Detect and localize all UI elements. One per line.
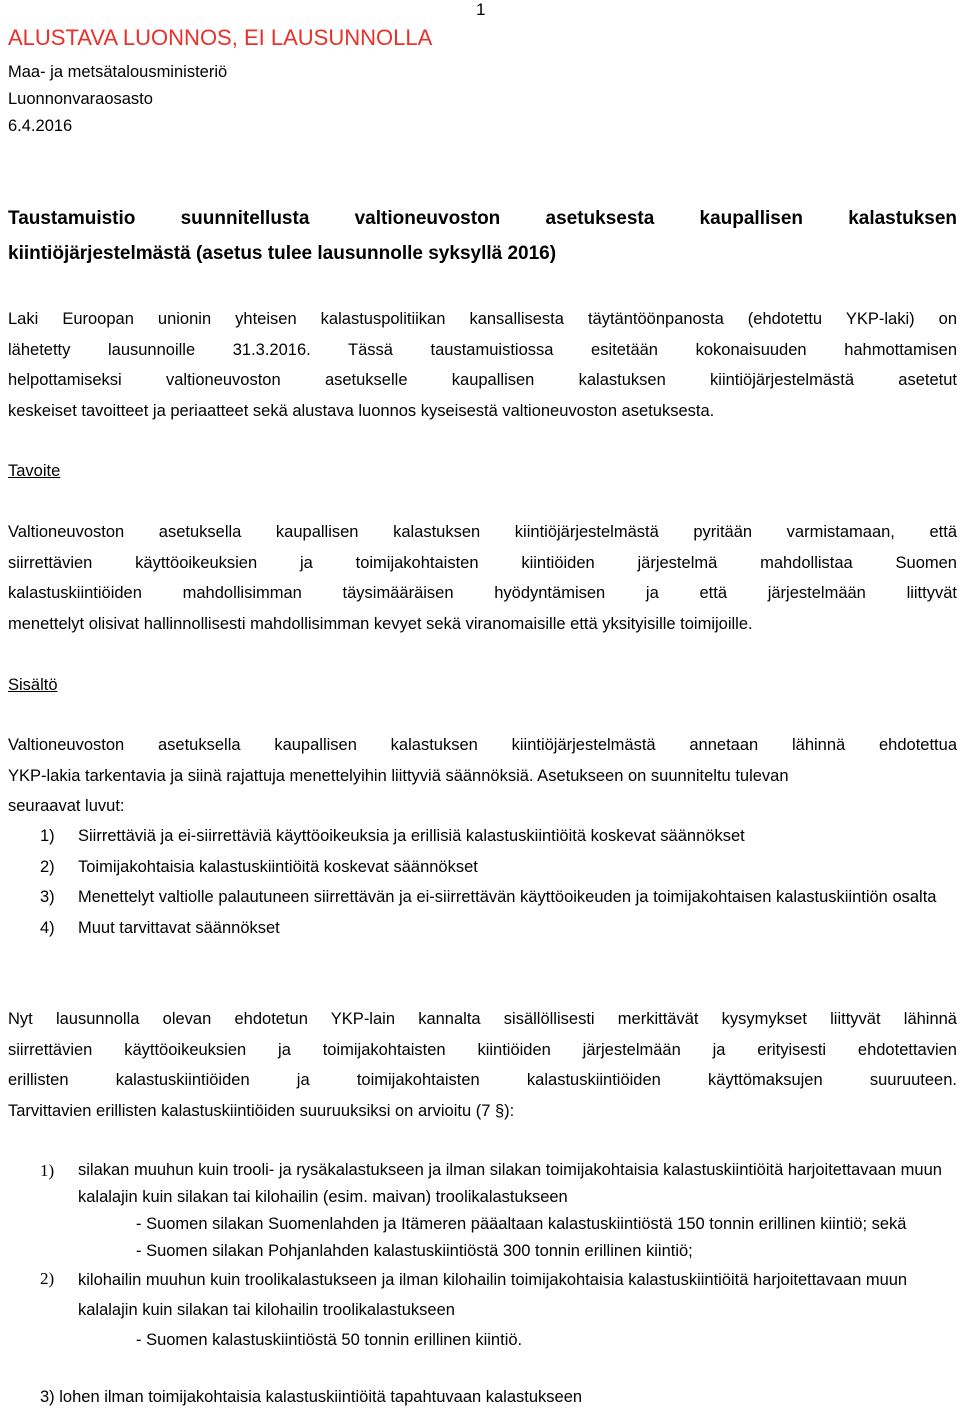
page-number: 1 bbox=[476, 0, 486, 19]
paragraph-line: helpottamiseksi valtioneuvoston asetukselle kaupallisen kalastuksen kiintiöjärjestelmästä asetetut bbox=[8, 371, 957, 389]
list-item-text: kilohailin muuhun kuin troolikalastukseen ja ilman kilohailin toimijakohtaisia kalastuskiintiöitä harjoitettavaan muun kalalajin kuin silakan tai kilohailin troolikalastukseen bbox=[78, 1271, 908, 1319]
paragraph-line: lähetetty lausunnoille 31.3.2016. Tässä taustamuistiossa esitetään kokonaisuuden hahmottamisen bbox=[8, 340, 957, 359]
section-heading-tavoite: Tavoite bbox=[8, 462, 61, 480]
list-item bbox=[40, 1157, 955, 1265]
tavoite-paragraph bbox=[8, 517, 957, 639]
title-line: Taustamuistio suunnitellusta valtioneuvoston asetuksesta kaupallisen kalastuksen bbox=[8, 208, 957, 229]
list-item bbox=[40, 882, 940, 913]
list-number: 3) bbox=[40, 888, 55, 906]
paragraph-line: kalastuskiintiöiden mahdollisimman täysimääräisen hyödyntämisen ja että järjestelmään liittyvät bbox=[8, 584, 957, 602]
sub-list bbox=[78, 1211, 955, 1265]
ministry-name: Maa- ja metsätalousministeriö bbox=[8, 63, 228, 81]
sub-list-item: - Suomen silakan Suomenlahden ja Itämeren pääaltaan kalastuskiintiöstä 150 tonnin erillinen kiintiö; sekä bbox=[136, 1215, 907, 1233]
section-heading-sisalto: Sisältö bbox=[8, 676, 58, 694]
list-number: 1) bbox=[40, 1161, 55, 1180]
department-name: Luonnonvaraosasto bbox=[8, 90, 153, 108]
list-item: 3) lohen ilman toimijakohtaisia kalastuskiintiöitä tapahtuvaan kalastukseen bbox=[40, 1388, 583, 1406]
sub-list-item: - Suomen silakan Pohjanlahden kalastuskiintiöstä 300 tonnin erillinen kiintiö; bbox=[136, 1242, 693, 1260]
list-item bbox=[40, 1265, 955, 1354]
list-item-text: Siirrettäviä ja ei-siirrettäviä käyttöoikeuksia ja erillisiä kalastuskiintiöitä koskevat säännökset bbox=[78, 827, 745, 845]
paragraph-line: Valtioneuvoston asetuksella kaupallisen kalastuksen kiintiöjärjestelmästä annetaan lähinnä ehdotettua bbox=[8, 736, 957, 754]
list-item-text: silakan muuhun kuin trooli- ja rysäkalastukseen ja ilman silakan toimijakohtaisia kalastuskiintiöitä harjoitettavaan muun kalalajin kuin silakan tai kilohailin (esim. maivan) troolikalastukseen bbox=[78, 1161, 942, 1206]
paragraph-line: siirrettävien käyttöoikeuksien ja toimijakohtaisten kiintiöiden järjestelmään ja erityisesti ehdotettavien bbox=[8, 1040, 957, 1059]
list-item-text: Toimijakohtaisia kalastuskiintiöitä koskevat säännökset bbox=[78, 857, 478, 876]
list-item bbox=[40, 852, 940, 883]
paragraph-line: YKP-lakia tarkentavia ja siinä rajattuja menettelyihin liittyviä säännöksiä. Asetukseen on suunniteltu tulevan bbox=[8, 766, 789, 785]
paragraph-line: seuraavat luvut: bbox=[8, 797, 125, 815]
chapter-list bbox=[40, 821, 940, 943]
paragraph-line: Tarvittavien erillisten kalastuskiintiöiden suuruuksiksi on arvioitu (7 §): bbox=[8, 1101, 515, 1120]
intro-paragraph bbox=[8, 304, 957, 426]
paragraph-line: Laki Euroopan unionin yhteisen kalastuspolitiikan kansallisesta täytäntöönpanosta (ehdotettu YKP-laki) on bbox=[8, 310, 957, 328]
paragraph-line: menettelyt olisivat hallinnollisesti mahdollisimman kevyet sekä viranomaisille että yksityisille toimijoille. bbox=[8, 614, 753, 633]
document-header bbox=[8, 22, 432, 140]
title-line: kiintiöjärjestelmästä (asetus tulee lausunnolle syksyllä 2016) bbox=[8, 242, 557, 264]
paragraph-line: Nyt lausunnolla olevan ehdotetun YKP-lain kannalta sisällöllisesti merkittävät kysymykset liittyvät lähinnä bbox=[8, 1010, 957, 1028]
list-number: 2) bbox=[40, 857, 55, 876]
list-item-text: Muut tarvittavat säännökset bbox=[78, 918, 280, 937]
sisalto-paragraph bbox=[8, 730, 957, 822]
sub-list-item: - Suomen kalastuskiintiöstä 50 tonnin erillinen kiintiö. bbox=[136, 1331, 523, 1349]
draft-label: ALUSTAVA LUONNOS, EI LAUSUNNOLLA bbox=[8, 25, 433, 50]
paragraph-line: erillisten kalastuskiintiöiden ja toimijakohtaisten kalastuskiintiöiden käyttömaksujen suuruuteen. bbox=[8, 1071, 957, 1089]
paragraph-line: keskeiset tavoitteet ja periaatteet sekä alustava luonnos kyseisestä valtioneuvoston asetuksesta. bbox=[8, 401, 715, 420]
list-item bbox=[40, 821, 940, 852]
current-paragraph bbox=[8, 1004, 957, 1126]
paragraph-line: siirrettävien käyttöoikeuksien ja toimijakohtaisten kiintiöiden järjestelmä mahdollistaa Suomen bbox=[8, 553, 957, 572]
list-number: 4) bbox=[40, 918, 55, 937]
page-title bbox=[8, 202, 957, 271]
document-date: 6.4.2016 bbox=[8, 117, 73, 135]
sub-list bbox=[78, 1327, 955, 1354]
list-number: 2) bbox=[40, 1269, 55, 1288]
list-item bbox=[40, 913, 940, 944]
paragraph-line: Valtioneuvoston asetuksella kaupallisen kalastuksen kiintiöjärjestelmästä pyritään varmistamaan, että bbox=[8, 523, 957, 541]
list-number: 1) bbox=[40, 827, 55, 845]
list-item-text: Menettelyt valtiolle palautuneen siirrettävän ja ei-siirrettävän käyttöoikeuden ja toimijakohtaisen kalastuskiintiön osalta bbox=[78, 888, 937, 906]
fishery-list bbox=[40, 1157, 955, 1354]
